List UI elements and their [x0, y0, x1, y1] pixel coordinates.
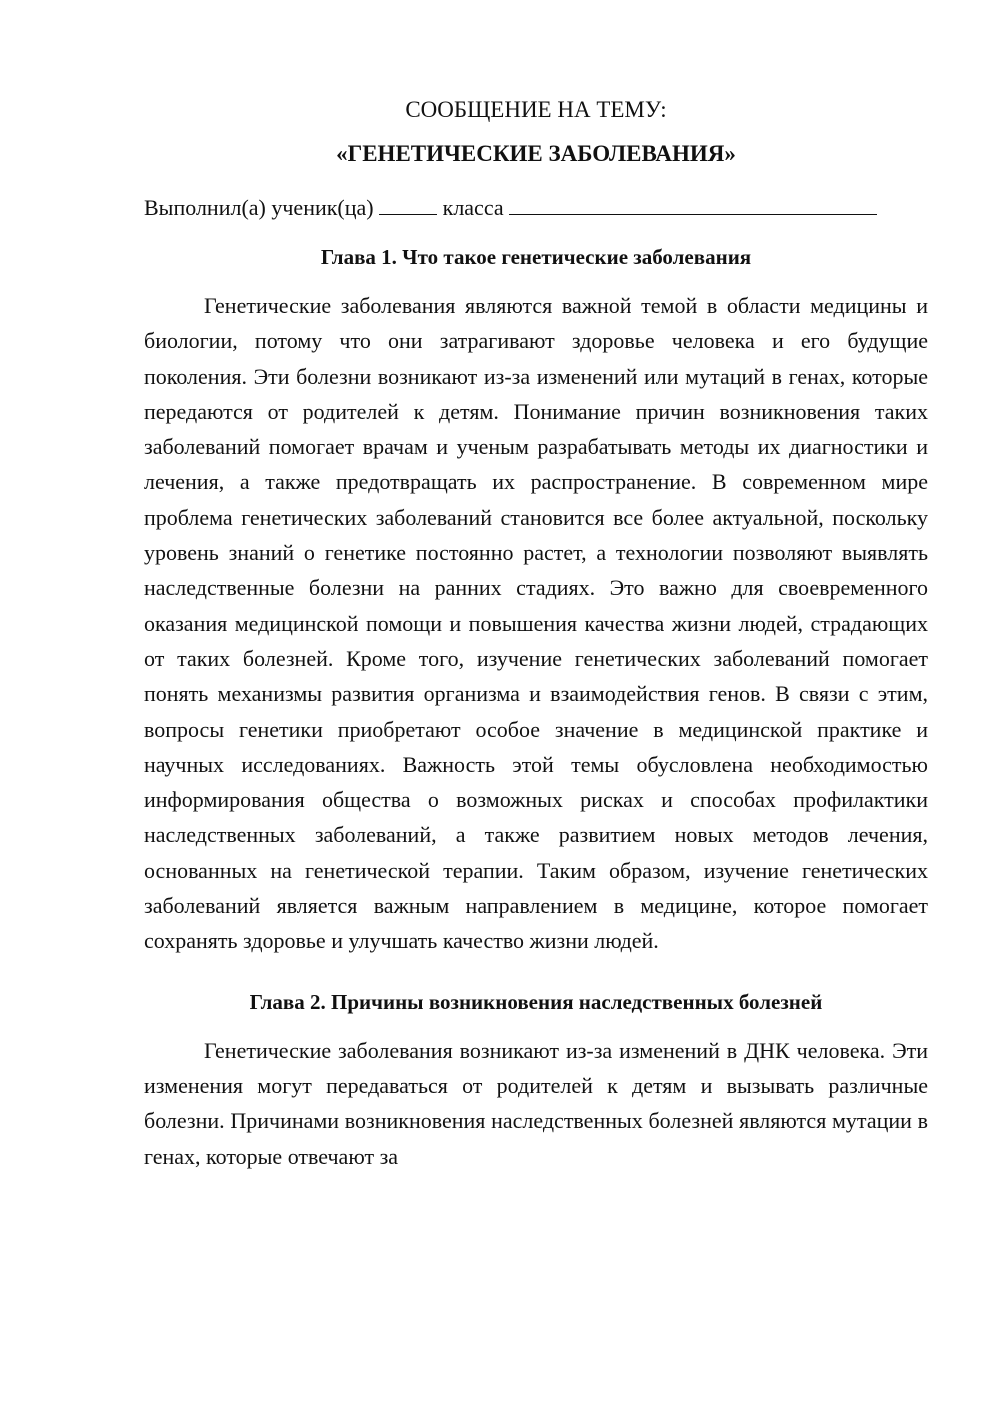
title-line-1: СООБЩЕНИЕ НА ТЕМУ: — [405, 97, 667, 122]
chapter-2-paragraph: Генетические заболевания возникают из-за изменений в ДНК человека. Эти изменения могут передаваться от родителей к детям и вызывать различные болезни. Причинами возникновения наследственных болезней являются мутации в генах, которые отвечают за — [144, 1037, 928, 1169]
author-line — [144, 190, 928, 226]
author-middle: класса — [442, 195, 504, 220]
chapter-2-heading: Глава 2. Причины возникновения наследственных болезней — [249, 989, 823, 1014]
title-line-2: «ГЕНЕТИЧЕСКИЕ ЗАБОЛЕВАНИЯ» — [336, 141, 736, 166]
student-name-blank — [509, 194, 877, 215]
document-page — [144, 92, 928, 1174]
class-number-blank — [379, 194, 437, 215]
author-prefix: Выполнил(а) ученик(ца) — [144, 195, 374, 220]
chapter-1-paragraph: Генетические заболевания являются важной темой в области медицины и биологии, потому что они затрагивают здоровье человека и его будущие поколения. Эти болезни возникают из-за изменений или мутаций в генах, которые передаются от родителей к детям. Понимание причин возникновения таких заболеваний помогает врачам и ученым разрабатывать методы их диагностики и лечения, а также предотвращать их распространение. В современном мире проблема генетических заболеваний становится все более актуальной, поскольку уровень знаний о генетике постоянно растет, а технологии позволяют выявлять наследственные болезни на ранних стадиях. Это важно для своевременного оказания медицинской помощи и повышения качества жизни людей, страдающих от таких болезней. Кроме того, изучение генетических заболеваний помогает понять механизмы развития организма и взаимодействия генов. В связи с этим, вопросы генетики приобретают особое значение в медицинской практике и научных исследованиях. Важность этой темы обусловлена необходимостью информирования общества о возможных рисках и способах профилактики наследственных заболеваний, а также развитием новых методов лечения, основанных на генетической терапии. Таким образом, изучение генетических заболеваний является важным направлением в медицине, которое помогает сохранять здоровье и улучшать качество жизни людей. — [144, 293, 928, 954]
chapter-1-heading: Глава 1. Что такое генетические заболевания — [320, 245, 752, 269]
